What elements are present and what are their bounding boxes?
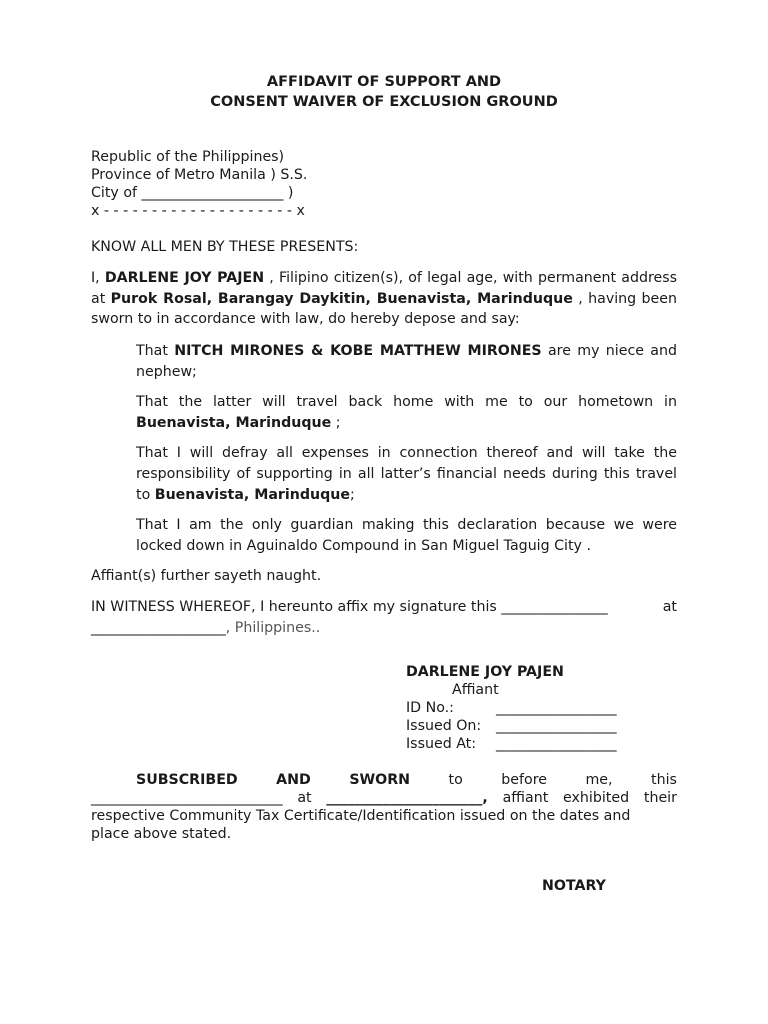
intro-text: KNOW ALL MEN BY THESE PRESENTS:: [91, 239, 359, 255]
affiant-mid: , Filipino citizen(s), of legal age, with permanent address at: [91, 270, 677, 307]
witness-line-2: [91, 618, 677, 639]
notary-label: NOTARY: [542, 878, 606, 894]
jurat-affiant: affiant: [502, 790, 549, 806]
clause-2-pre: That the latter will travel back home with me to our hometown in: [136, 394, 677, 410]
signature-issued-on-row: [406, 717, 626, 735]
signature-role: Affiant: [452, 682, 499, 698]
affiant-name: DARLENE JOY PAJEN: [104, 270, 265, 286]
signature-block: [406, 663, 626, 753]
clause-1-names: NITCH MIRONES & KOBE MATTHEW MIRONES: [174, 343, 542, 359]
further-sayeth: Affiant(s) further sayeth naught.: [91, 568, 322, 584]
issued-at-label: Issued At:: [406, 736, 477, 752]
jurat-word-sworn: SWORN: [349, 772, 411, 788]
witness-signature-date: IN WITNESS WHEREOF, I hereunto affix my signature this _______________: [91, 599, 608, 615]
jurat-word-this: this: [651, 772, 677, 788]
jurat-word-to: to: [448, 772, 463, 788]
clause-relationship: [136, 341, 677, 383]
jurat-paragraph: [91, 771, 677, 843]
affiant-address: Purok Rosal, Barangay Daykitin, Buenavista, Marinduque: [110, 290, 573, 307]
signature-issued-at-row: [406, 735, 626, 753]
jurat-exhibited: exhibited: [563, 790, 630, 806]
issued-at-blank: _________________: [496, 736, 617, 752]
jurat-their: their: [643, 790, 677, 806]
id-label: ID No.:: [406, 700, 454, 716]
affiant-pre: I,: [91, 270, 105, 286]
jurat-word-before: before: [501, 772, 547, 788]
issued-on-label: Issued On:: [406, 718, 482, 734]
jurat-line-3: respective Community Tax Certificate/Identification issued on the dates and: [91, 808, 631, 824]
jurat-word-and: AND: [276, 772, 311, 788]
jurat-at: at: [297, 790, 312, 806]
witness-at: at: [662, 599, 677, 615]
clause-3-pre: That I will defray all expenses in connection thereof and will take the responsibility of supporting in all latter’s financial needs during this travel to: [136, 445, 677, 503]
affiant-paragraph: [91, 268, 677, 330]
venue-republic: Republic of the Philippines): [91, 149, 285, 165]
jurat-word-me: me,: [585, 772, 613, 788]
clause-expenses: [136, 443, 677, 506]
jurat-date-blank: ___________________________: [91, 790, 283, 806]
venue-province: Province of Metro Manila ) S.S.: [91, 167, 308, 183]
id-blank: _________________: [496, 700, 617, 716]
clause-guardian: That I am the only guardian making this declaration because we were locked down in Aguinaldo Compound in San Miguel Taguig City .: [136, 517, 677, 554]
clause-1-post: are my niece and nephew;: [136, 343, 677, 380]
document-title-line-1: AFFIDAVIT OF SUPPORT AND: [266, 74, 502, 90]
signature-name: DARLENE JOY PAJEN: [406, 664, 564, 680]
clause-travel: [136, 392, 677, 434]
affiant-post: , having been sworn to in accordance with law, do hereby depose and say:: [91, 290, 678, 327]
issued-on-blank: _________________: [496, 718, 617, 734]
jurat-line-4: place above stated.: [91, 826, 232, 842]
clause-3-post: ;: [350, 487, 355, 503]
witness-philippines: , Philippines..: [225, 620, 321, 636]
clause-3-place: Buenavista, Marinduque: [154, 487, 351, 503]
jurat-place-blank: ______________________,: [326, 790, 488, 806]
jurat-word-subscribed: SUBSCRIBED: [136, 772, 238, 788]
signature-id-row: [406, 699, 626, 717]
clause-2-post: ;: [331, 415, 341, 431]
witness-line-1: [91, 597, 677, 618]
document-title-line-2: CONSENT WAIVER OF EXCLUSION GROUND: [210, 94, 558, 110]
jurat-line-1: [91, 771, 677, 789]
witness-clause: [91, 597, 677, 639]
clause-2-place: Buenavista, Marinduque: [136, 415, 332, 431]
witness-place-blank: ___________________: [91, 620, 226, 636]
venue-city: City of ____________________ ): [91, 185, 294, 201]
venue-block: [91, 148, 307, 220]
jurat-line-2: [91, 789, 677, 807]
clause-1-pre: That: [136, 343, 175, 359]
venue-separator: x - - - - - - - - - - - - - - - - - - - - x: [91, 203, 305, 219]
